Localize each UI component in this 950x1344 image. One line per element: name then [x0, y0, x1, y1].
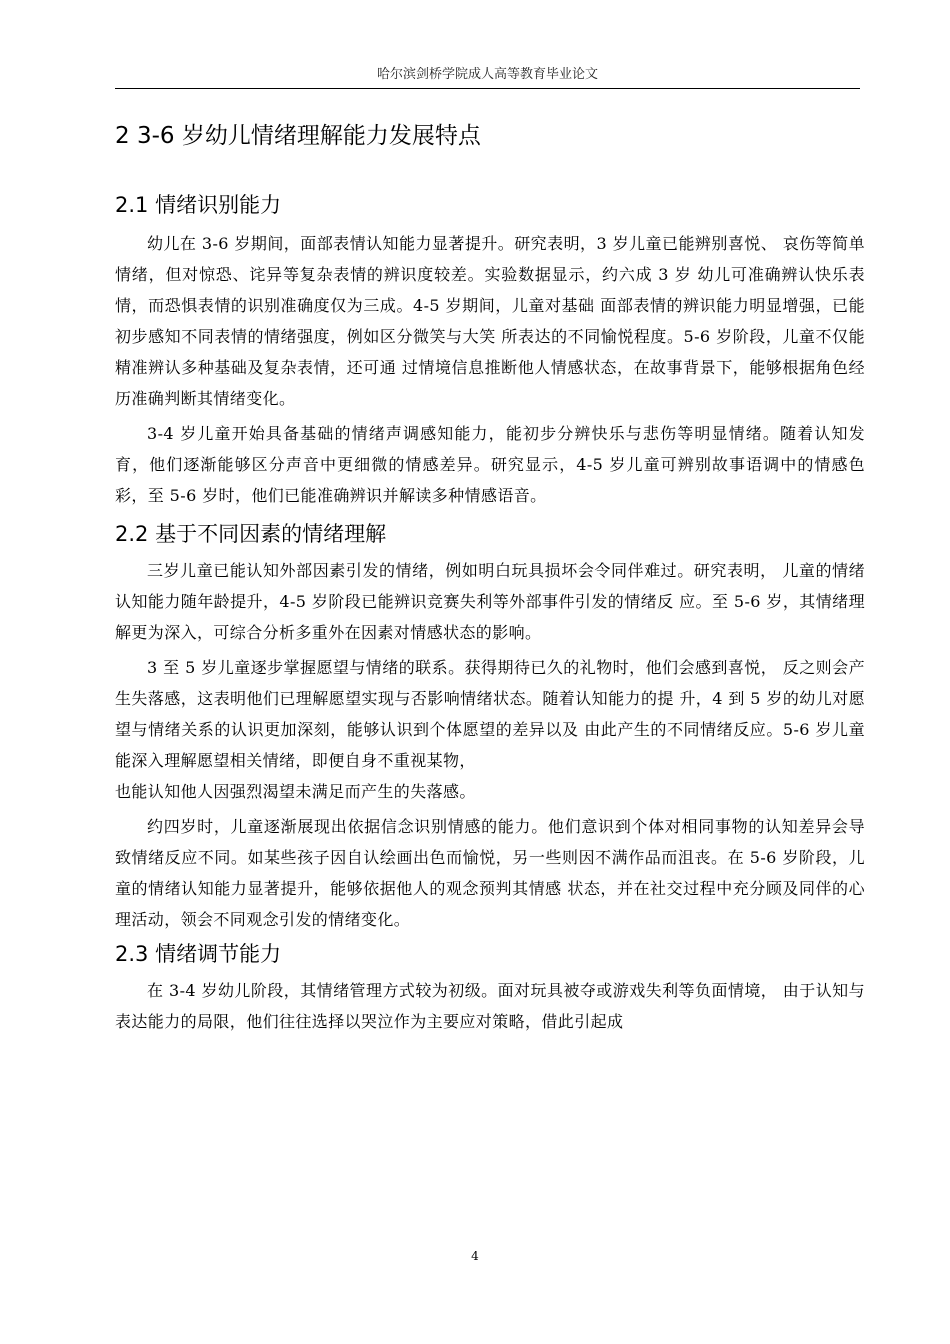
running-header: 哈尔滨剑桥学院成人高等教育毕业论文 [376, 67, 598, 82]
paragraph: 三岁儿童已能认知外部因素引发的情绪，例如明白玩具损坏会令同伴难过。研究表明， 儿童的情绪认知能力随年龄提升，4-5 岁阶段已能辨识竞赛失利等外部事件引发的情绪反 应。至 5-6 岁，其情绪理解更为深入，可综合分析多重外在因素对情感状态的影响。 [115, 561, 865, 642]
paragraph-continuation: 也能认知他人因强烈渴望未满足而产生的失落感。 [115, 782, 476, 801]
paragraph: 3-4 岁儿童开始具备基础的情绪声调感知能力，能初步分辨快乐与悲伤等明显情绪。随着认知发育，他们逐渐能够区分声音中更细微的情感差异。研究显示，4-5 岁儿童可辨别故事语调中的情感色彩，至 5-6 岁时，他们已能准确辨识并解读多种情感语音。 [115, 424, 865, 505]
page-number: 4 [471, 1249, 479, 1263]
paragraph: 在 3-4 岁幼儿阶段，其情绪管理方式较为初级。面对玩具被夺或游戏失利等负面情境， 由于认知与表达能力的局限，他们往往选择以哭泣作为主要应对策略，借此引起成 [115, 981, 865, 1031]
chapter-title: 2 3-6 岁幼儿情绪理解能力发展特点 [115, 123, 481, 149]
section-heading-2-2: 2.2 基于不同因素的情绪理解 [115, 522, 387, 546]
page-body [115, 120, 865, 1037]
paragraph: 约四岁时，儿童逐渐展现出依据信念识别情感的能力。他们意识到个体对相同事物的认知差异会导致情绪反应不同。如某些孩子因自认绘画出色而愉悦，另一些则因不满作品而沮丧。在 5-6 岁阶段，儿童的情绪认知能力显著提升，能够依据他人的观念预判其情感 状态，并在社交过程中充分顾及同伴的心理活动，领会不同观念引发的情绪变化。 [115, 817, 865, 929]
paragraph: 幼儿在 3-6 岁期间，面部表情认知能力显著提升。研究表明，3 岁儿童已能辨别喜悦、 哀伤等简单情绪，但对惊恐、诧异等复杂表情的辨识度较差。实验数据显示，约六成 3 岁 幼儿可准确辨认快乐表情，而恐惧表情的识别准确度仅为三成。4-5 岁期间，儿童对基础 面部表情的辨识能力明显增强，已能初步感知不同表情的情绪强度，例如区分微笑与大笑 所表达的不同愉悦程度。5-6 岁阶段，儿童不仅能精准辨认多种基础及复杂表情，还可通 过情境信息推断他人情感状态，在故事背景下，能够根据角色经历准确判断其情绪变化。 [115, 234, 865, 408]
section-heading-2-1: 2.1 情绪识别能力 [115, 193, 282, 217]
header-rule [115, 88, 860, 89]
paragraph: 3 至 5 岁儿童逐步掌握愿望与情绪的联系。获得期待已久的礼物时，他们会感到喜悦， 反之则会产生失落感，这表明他们已理解愿望实现与否影响情绪状态。随着认知能力的提 升，4 到 5 岁的幼儿对愿望与情绪关系的认识更加深刻，能够认识到个体愿望的差异以及 由此产生的不同情绪反应。5-6 岁儿童能深入理解愿望相关情绪，即便自身不重视某物， [115, 658, 865, 770]
section-heading-2-3: 2.3 情绪调节能力 [115, 942, 282, 966]
